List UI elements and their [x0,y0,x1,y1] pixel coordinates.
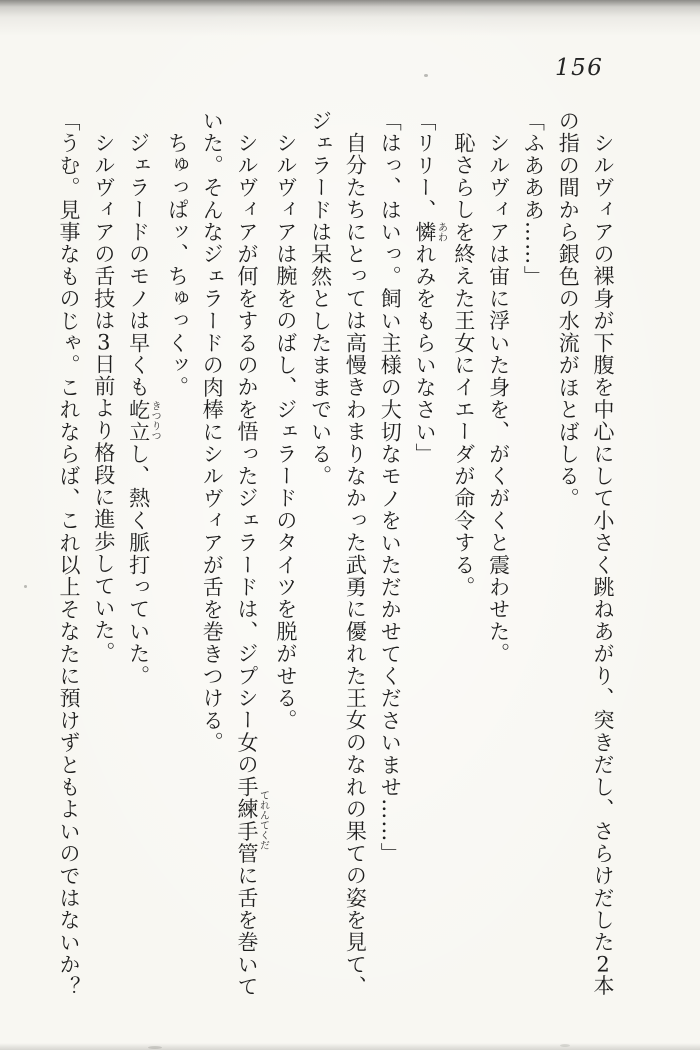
text-paragraph: 自分たちにとっては高慢きわまりなかった武勇に優れた王女のなれの果ての姿を見て、ジェラードは呆然としたままでいる。 [308,110,368,998]
text-paragraph: 「リリー、憐あわれみをもらいなさい」 [413,110,447,466]
text-paragraph: シルヴィアの舌技は3日前より格段に進歩していた。 [91,132,116,664]
scan-speck [148,1046,162,1049]
text-paragraph: 「うむ。見事なものじゃ。これならば、これ以上そなたに預けずともよいのではないか？ [57,110,82,998]
text-paragraph: 「はっ、はいっ。飼い主様の大切なモノをいただかせてくださいませ……」 [378,110,403,865]
ruby-annotated-word: 屹立きつりつ [126,398,161,443]
scan-bottom-edge-shadow [0,1043,700,1050]
scan-top-edge-shadow [0,0,700,36]
text-paragraph: シルヴィアは腕をのばし、ジェラードのタイツを脱がせる。 [273,132,298,732]
text-paragraph: ちゅっぱッ、ちゅっくッ。 [165,132,190,399]
text-paragraph: シルヴィアの裸身が下腹を中心にして小さく跳ねあがり、突きだし、さらけだした2本の指の間から銀色の水流がほとばしる。 [556,110,615,997]
text-paragraph: シルヴィアが何をするのかを悟ったジェラードは、ジプシー女の手練手管てれんてくだに舌を巻いていた。そんなジェラードの肉棒にシルヴィアが舌を巻きつける。 [200,110,269,999]
body-text [57,110,620,1010]
text-paragraph: 「ふあああ……」 [521,110,546,288]
upright-digit: 3 [97,332,111,353]
text-paragraph: ジェラードのモノは早くも屹立きつりつし、熱く脈打っていた。 [126,132,161,688]
scan-speck [24,585,27,588]
scan-speck [424,74,428,77]
ruby-annotated-word: 手練手管てれんてくだ [235,776,269,865]
upright-digit: 2 [596,953,610,975]
scan-speck [560,1044,570,1047]
text-paragraph: 恥さらしを終えた王女にイエーダが命令する。 [451,132,476,599]
text-paragraph: シルヴィアは宙に浮いた身を、がくがくと震わせた。 [486,132,511,665]
page-number: 156 [555,55,604,81]
ruby-annotated-word: 憐あわ [413,221,447,244]
